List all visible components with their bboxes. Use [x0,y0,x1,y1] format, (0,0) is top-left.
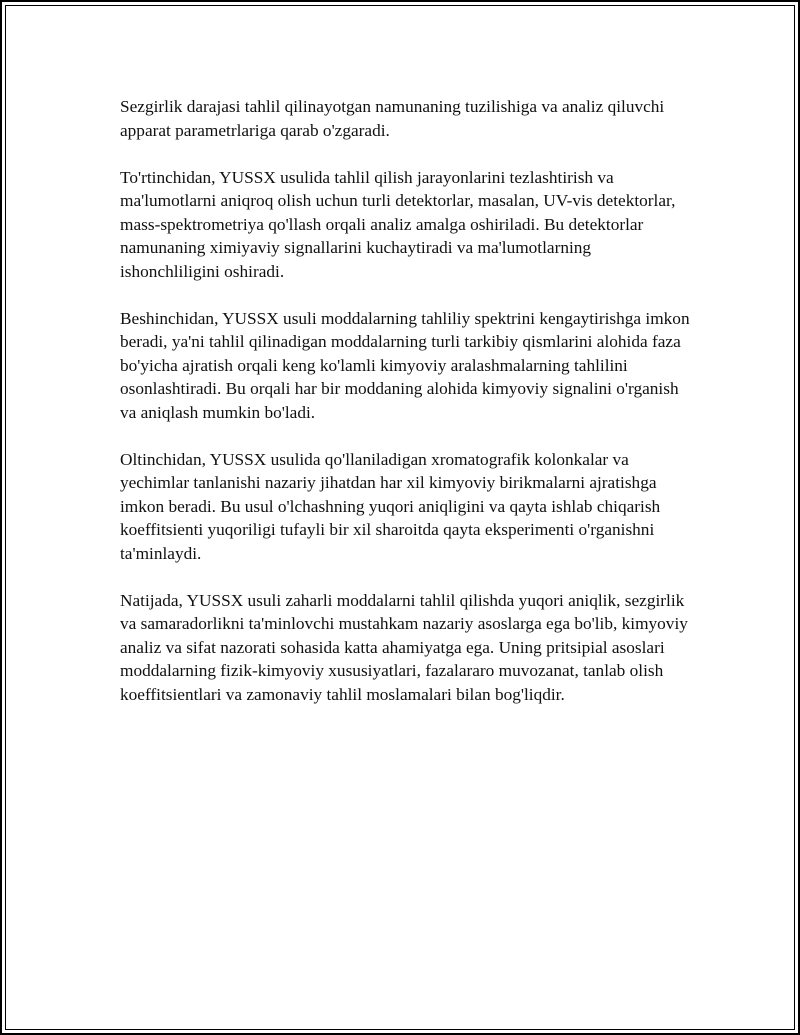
paragraph-sixth: Oltinchidan, YUSSX usulida qo'llaniladigan xromatografik kolonkalar va yechimlar tanlanishi nazariy jihatdan har xil kimyoviy birikmalarni ajratishga imkon beradi. Bu usul o'lchashning yuqori aniqligini va qayta ishlab chiqarish koeffitsienti yuqoriligi tufayli bir xil sharoitda qayta eksperimenti o'rganishni ta'minlaydi. [120,449,661,563]
paragraph-sensitivity: Sezgirlik darajasi tahlil qilinayotgan namunaning tuzilishiga va analiz qiluvchi apparat parametrlariga qarab o'zgaradi. [120,97,665,140]
paragraph-fifth: Beshinchidan, YUSSX usuli moddalarning tahliliy spektrini kengaytirishga imkon beradi, ya'ni tahlil qilinadigan moddalarning turli tarkibiy qismlarini alohida faza bo'yicha ajratish orqali keng ko'lamli kimyoviy aralashmalarning tahlilini osonlashtiradi. Bu orqali har bir moddaning alohida kimyoviy signalini o'rganish va aniqlash mumkin bo'ladi. [120,308,690,422]
document-body [120,95,690,730]
paragraph-fourth: To'rtinchidan, YUSSX usulida tahlil qilish jarayonlarini tezlashtirish va ma'lumotlarni aniqroq olish uchun turli detektorlar, masalan, UV-vis detektorlar, mass-spektrometriya qo'llash orqali analiz amalga oshiriladi. Bu detektorlar namunaning ximiyaviy signallarini kuchaytiradi va ma'lumotlarning ishonchliligini oshiradi. [120,167,676,281]
paragraph-conclusion: Natijada, YUSSX usuli zaharli moddalarni tahlil qilishda yuqori aniqlik, sezgirlik va samaradorlikni ta'minlovchi mustahkam nazariy asoslarga ega bo'lib, kimyoviy analiz va sifat nazorati sohasida katta ahamiyatga ega. Uning pritsipial asoslari moddalarning fizik-kimyoviy xususiyatlari, fazalararo muvozanat, tanlab olish koeffitsientlari va zamonaviy tahlil moslamalari bilan bog'liqdir. [120,590,688,704]
